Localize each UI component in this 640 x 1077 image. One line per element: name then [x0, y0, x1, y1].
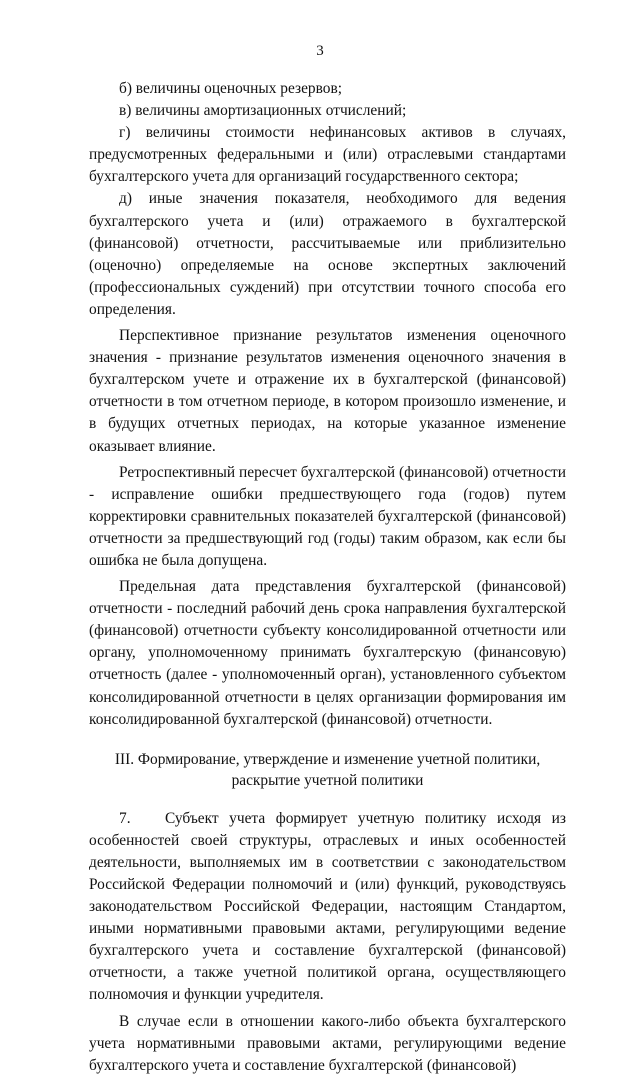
paragraph-b-estimated-reserves: б) величины оценочных резервов;	[119, 80, 343, 97]
item-7-number: 7.	[119, 809, 131, 827]
paragraph-d-other-values: д) иные значения показателя, необходимого для ведения бухгалтерского учета и (или) отражаемого в бухгалтерской (финансовой) отчетности, рассчитываемые или приблизительно (оценочно) определяемые на основе экспертных заключений (профессиональных суждений) при отсутствии точного способа его определения.	[89, 190, 566, 318]
paragraph-perspective-recognition: Перспективное признание результатов изменения оценочного значения - признание результатов изменения оценочного значения в бухгалтерском учете и отражение их в бухгалтерской (финансовой) отчетности в том отчетном периоде, в котором произошло изменение, и в будущих отчетных периодах, на которые указанное изменение оказывает влияние.	[89, 327, 566, 455]
paragraph-reporting-deadline: Предельная дата представления бухгалтерской (финансовой) отчетности - последний рабочий день срока направления бухгалтерской (финансовой) отчетности субъекту консолидированной отчетности или органу, уполномоченному принимать бухгалтерскую (финансовую) отчетность (далее - уполномоченный орган), установленного субъектом консолидированной отчетности в целях организации формирования им консолидированной бухгалтерской (финансовой) отчетности.	[89, 578, 566, 728]
item-7-text: Субъект учета формирует учетную политику исходя из особенностей своей структуры, отраслевых и иных особенностей деятельности, выполняемых им в соответствии с законодательством Российской Федерации полномочий и (или) функций, руководствуясь законодательством Российской Федерации, настоящим Стандартом, иными нормативными правовыми актами, регулирующими ведение бухгалтерского учета и составление бухгалтерской (финансовой) отчетности, а также учетной политикой органа, осуществляющего полномочия и функции учредителя.	[89, 809, 566, 1004]
paragraph-v-depreciation: в) величины амортизационных отчислений;	[119, 102, 407, 120]
item-7-paragraph	[89, 808, 566, 1007]
page-number: 3	[316, 43, 324, 59]
paragraph-accounting-object-case: В случае если в отношении какого-либо объекта бухгалтерского учета нормативными правовыми актами, регулирующими ведение бухгалтерского учета и составление бухгалтерской (финансовой)	[89, 1012, 566, 1074]
document-body	[89, 78, 566, 1077]
section-heading	[89, 749, 566, 791]
section-heading-line-1: III. Формирование, утверждение и изменение учетной политики,	[114, 750, 541, 768]
section-heading-line-2: раскрытие учетной политики	[231, 771, 424, 789]
paragraph-retrospective-restatement: Ретроспективный пересчет бухгалтерской (финансовой) отчетности - исправление ошибки предшествующего года (годов) путем корректировки сравнительных показателей бухгалтерской (финансовой) отчетности за предшествующий год (годы) таким образом, как если бы ошибка не была допущена.	[89, 463, 566, 569]
paragraph-g-nonfinancial-assets: г) величины стоимости нефинансовых активов в случаях, предусмотренных федеральными и (или) отраслевыми стандартами бухгалтерского учета для организаций государственного сектора;	[89, 124, 566, 186]
